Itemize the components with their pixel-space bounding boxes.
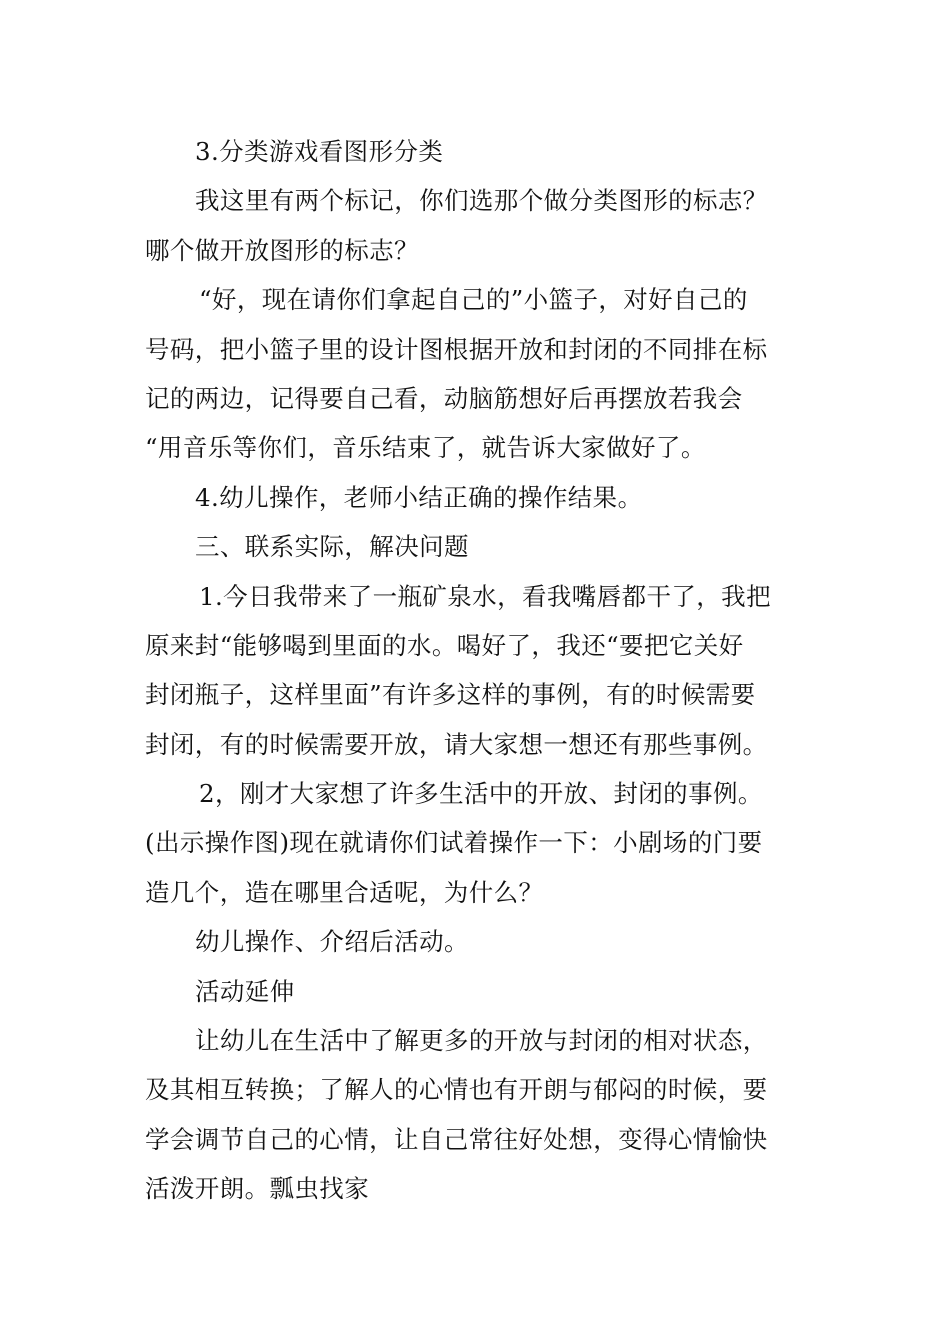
paragraph-line: (出示操作图)现在就请你们试着操作一下：小剧场的门要 [145,828,763,858]
paragraph-line: “好，现在请你们拿起自己的”小篮子，对好自己的 [199,285,748,315]
paragraph-line: 活泼开朗。瓢虫找家 [145,1174,370,1204]
paragraph-line: 我这里有两个标记，你们选那个做分类图形的标志？ [195,186,768,216]
paragraph-line: 1.今日我带来了一瓶矿泉水，看我嘴唇都干了，我把 [199,581,771,611]
paragraph-line: 号码，把小篮子里的设计图根据开放和封闭的不同排在标 [145,334,768,364]
paragraph-line: 学会调节自己的心情，让自己常往好处想，变得心情愉快 [145,1124,768,1154]
paragraph-line: 2，刚才大家想了许多生活中的开放、封闭的事例。 [199,779,763,809]
paragraph-line: 及其相互转换；了解人的心情也有开朗与郁闷的时候，要 [145,1075,768,1105]
list-item-child-operation: 4.幼儿操作，老师小结正确的操作结果。 [195,482,643,512]
paragraph-line: “用音乐等你们，音乐结束了，就告诉大家做好了。 [145,433,706,463]
paragraph-line: 哪个做开放图形的标志？ [145,235,419,265]
paragraph-line: 封闭，有的时候需要开放，请大家想一想还有那些事例。 [145,729,768,759]
section-heading-practice: 三、联系实际，解决问题 [195,532,469,562]
paragraph-line: 封闭瓶子，这样里面”有许多这样的事例，有的时候需要 [145,680,756,710]
section-heading-extension: 活动延伸 [195,976,295,1006]
paragraph-line: 造几个，造在哪里合适呢，为什么？ [145,877,544,907]
paragraph-line: 让幼儿在生活中了解更多的开放与封闭的相对状态， [195,1026,768,1056]
document-body [145,127,807,1214]
paragraph-line: 原来封“能够喝到里面的水。喝好了，我还“要把它关好 [145,630,744,660]
paragraph-line: 记的两边，记得要自己看，动脑筋想好后再摆放若我会 [145,383,743,413]
paragraph-line: 幼儿操作、介绍后活动。 [195,927,469,957]
section-heading-classification-game: 3.分类游戏看图形分类 [195,137,444,166]
